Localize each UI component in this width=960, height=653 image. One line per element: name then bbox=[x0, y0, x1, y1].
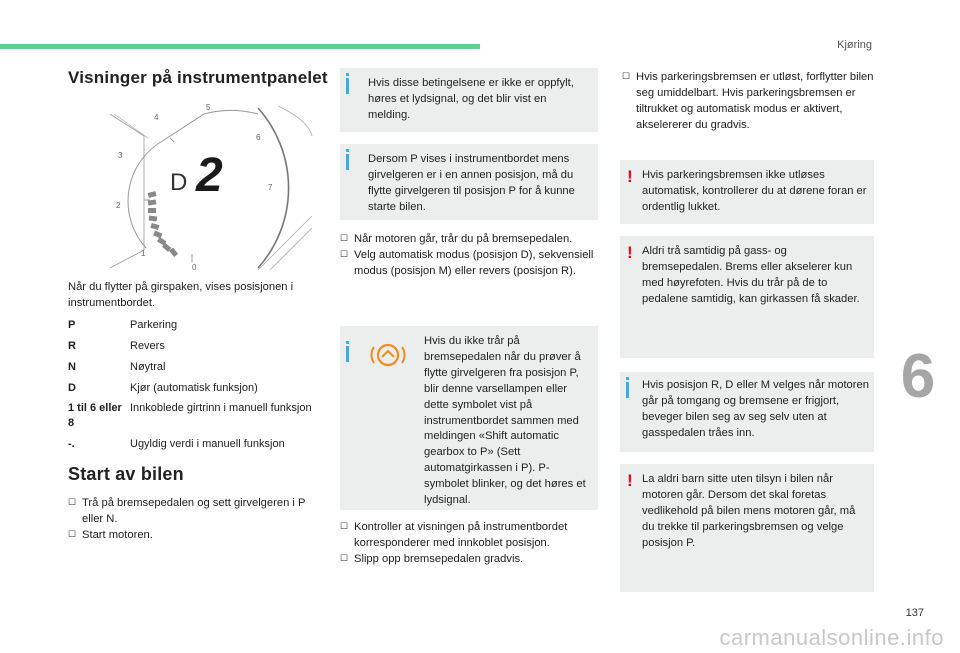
info-text: Hvis posisjon R, D eller M velges når motoren går på tomgang og bremsene er frigjort, beveger bilen seg av seg selv uten at gasspedalen tråes inn. bbox=[642, 379, 869, 439]
info-icon bbox=[346, 78, 349, 94]
gear-number: 2 bbox=[196, 149, 223, 202]
definition-value: Innkoblede girtrinn i manuell funksjon bbox=[130, 402, 312, 415]
chapter-number: 6 bbox=[900, 342, 936, 411]
info-box-3 bbox=[340, 326, 598, 510]
gear-definitions-table bbox=[68, 318, 328, 458]
definition-value: Kjør (automatisk funksjon) bbox=[130, 381, 258, 394]
definition-row bbox=[68, 339, 328, 360]
definition-key: R bbox=[68, 339, 76, 352]
procedure-list-1 bbox=[340, 232, 598, 280]
page-title: Visninger på instrumentpanelet bbox=[68, 68, 328, 87]
scale-label-5: 5 bbox=[206, 103, 211, 112]
procedure-list-2 bbox=[340, 520, 598, 568]
watermark: carmanualsonline.info bbox=[719, 625, 944, 650]
warning-text: Hvis parkeringsbremsen ikke utløses automatisk, kontrollerer du at dørene foran er ordentlig lukket. bbox=[642, 169, 867, 213]
warning-box-3 bbox=[620, 464, 874, 592]
warning-icon: ! bbox=[627, 167, 633, 186]
info-icon bbox=[626, 382, 629, 398]
definition-row bbox=[68, 437, 328, 458]
definition-key: -. bbox=[68, 438, 75, 451]
info-box-2 bbox=[340, 144, 598, 220]
definition-value: Nøytral bbox=[130, 360, 166, 373]
header-accent-bar bbox=[0, 44, 480, 49]
instrument-figure bbox=[108, 100, 314, 272]
procedure-list-3 bbox=[622, 70, 874, 134]
info-text: Dersom P vises i instrumentbordet mens girvelgeren er i en annen posisjon, må du flytte girvelgeren til posisjon P for å kunne starte bilen. bbox=[368, 153, 575, 213]
warning-icon: ! bbox=[627, 243, 633, 262]
definition-key: N bbox=[68, 360, 76, 373]
list-item: ☐ Velg automatisk modus (posisjon D), sekvensiell modus (posisjon M) eller revers (posisjon R). bbox=[340, 248, 598, 280]
list-item: ☐ Kontroller at visningen på instrumentbordet korresponderer med innkoblet posisjon. bbox=[340, 520, 598, 552]
list-item: ☐ Når motoren går, trår du på bremsepedalen. bbox=[340, 232, 598, 248]
info-box-4 bbox=[620, 372, 874, 452]
definition-value: Ugyldig verdi i manuell funksjon bbox=[130, 438, 285, 451]
intro-text: Når du flytter på girspaken, vises posisjonen i instrumentbordet. bbox=[68, 281, 294, 309]
gear-letter: D bbox=[170, 169, 188, 196]
definition-row bbox=[68, 401, 328, 437]
definition-key: D bbox=[68, 381, 76, 394]
warning-text: La aldri barn sitte uten tilsyn i bilen når motoren går. Dersom det skal foretas vedlikehold på bilen mens motoren går, må du trekke til parkeringsbremsen og velge posisjon P. bbox=[642, 473, 856, 549]
scale-label-4: 4 bbox=[154, 113, 159, 122]
scale-label-0: 0 bbox=[192, 263, 197, 272]
info-icon bbox=[346, 154, 349, 170]
info-text: Hvis disse betingelsene er ikke er oppfylt, høres et lydsignal, og det blir vist en melding. bbox=[368, 77, 574, 121]
definition-value: Parkering bbox=[130, 319, 178, 331]
info-text: Hvis du ikke trår på bremsepedalen når du prøver å flytte girvelgeren fra posisjon P, blir denne varsellampen eller dette symbolet vist på instrumentbordet sammen med meldingen «Shift automatic gearbox to P» (Sett automatgirkassen i P). P-symbolet blinker, og det høres et lydsignal. bbox=[424, 335, 586, 507]
info-box-1 bbox=[340, 68, 598, 132]
brake-warning-icon bbox=[368, 342, 408, 368]
list-item: ☐ Slipp opp bremsepedalen gradvis. bbox=[340, 552, 598, 568]
warning-box-2 bbox=[620, 236, 874, 358]
page-number: 137 bbox=[905, 607, 924, 619]
info-icon bbox=[346, 346, 349, 362]
warning-box-1 bbox=[620, 160, 874, 224]
definition-row bbox=[68, 360, 328, 381]
warning-text: Aldri trå samtidig på gass- og bremsepedalen. Brems eller akselerer kun med høyrefoten. Hvis du trår på de to pedalene samtidig, kan girkassen få skader. bbox=[642, 245, 860, 305]
definition-key: P bbox=[68, 319, 76, 331]
scale-label-6: 6 bbox=[256, 133, 261, 142]
list-item: ☐ Start motoren. bbox=[68, 528, 318, 544]
start-steps-list bbox=[68, 496, 318, 544]
definition-row bbox=[68, 381, 328, 402]
list-item: ☐ Trå på bremsepedalen og sett girvelgeren i P eller N. bbox=[68, 496, 318, 528]
scale-label-7: 7 bbox=[268, 183, 273, 192]
warning-icon: ! bbox=[627, 471, 633, 490]
scale-label-1: 1 bbox=[141, 249, 146, 258]
definition-key: 1 til 6 eller 8 bbox=[68, 402, 122, 430]
definition-row bbox=[68, 318, 328, 339]
scale-label-3: 3 bbox=[118, 151, 123, 160]
scale-label-2: 2 bbox=[116, 201, 121, 210]
start-section-title: Start av bilen bbox=[68, 464, 184, 484]
definition-value: Revers bbox=[130, 339, 165, 352]
section-title: Kjøring bbox=[837, 39, 872, 51]
list-item: ☐ Hvis parkeringsbremsen er utløst, forflytter bilen seg umiddelbart. Hvis parkeringsbremsen er tiltrukket og automatisk modus er aktivert, akselererer du gradvis. bbox=[622, 70, 874, 134]
